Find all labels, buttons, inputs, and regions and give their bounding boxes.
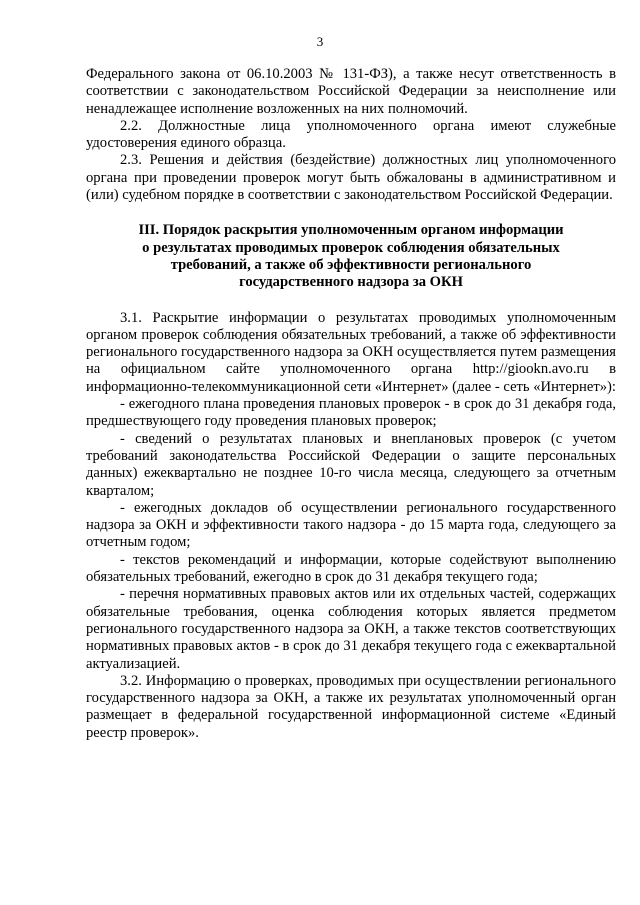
heading-line: о результатах проводимых проверок соблюдения обязательных bbox=[142, 239, 560, 256]
paragraph-continuation: Федерального закона от 06.10.2003 № 131-ФЗ), а также несут ответственность в соответствии с законодательством Российской Федерации за неисполнение или ненадлежащее исполнение возложенных на них полномочий. bbox=[86, 66, 616, 117]
list-item: - ежегодного плана проведения плановых проверок - в срок до 31 декабря года, предшествующего году проведения плановых проверок; bbox=[86, 396, 616, 430]
heading-line: требований, а также об эффективности регионального bbox=[170, 256, 532, 273]
list-item: - ежегодных докладов об осуществлении регионального государственного надзора за ОКН и эффективности такого надзора - до 15 марта года, следующего за отчетным годом; bbox=[86, 499, 616, 551]
paragraph-2-3: 2.3. Решения и действия (бездействие) должностных лиц уполномоченного органа при проведении проверок могут быть обжалованы в административном и (или) судебном порядке в соответствии с законодательством Российской Федерации. bbox=[86, 152, 616, 204]
section-heading bbox=[86, 222, 616, 291]
list-item: - текстов рекомендаций и информации, которые содействуют выполнению обязательных требований, ежегодно в срок до 31 декабря текущего года; bbox=[86, 551, 616, 586]
list-item: - перечня нормативных правовых актов или их отдельных частей, содержащих обязательные требования, оценка соблюдения которых является предметом регионального государственного надзора за ОКН, а также текстов соответствующих нормативных правовых актов - в срок до 31 декабря текущего года с ежеквартальной актуализацией. bbox=[86, 586, 616, 672]
paragraph-3-2: 3.2. Информацию о проверках, проводимых при осуществлении регионального государственного надзора за ОКН, а также их результатах уполномоченный орган размещает в федеральной государственной информационной системе «Единый реестр проверок». bbox=[86, 672, 616, 741]
heading-line: III. Порядок раскрытия уполномоченным органом информации bbox=[138, 222, 564, 239]
heading-line: государственного надзора за ОКН bbox=[239, 274, 463, 291]
document-body bbox=[86, 66, 616, 742]
paragraph-2-2: 2.2. Должностные лица уполномоченного органа имеют служебные удостоверения единого образца. bbox=[86, 117, 616, 152]
list-item: - сведений о результатах плановых и внеплановых проверок (с учетом требований законодательства Российской Федерации о защите персональных данных) ежеквартально не позднее 10-го числа месяца, следующего за отчетным кварталом; bbox=[86, 430, 616, 499]
paragraph-3-1: 3.1. Раскрытие информации о результатах проводимых уполномоченным органом проверок соблюдения обязательных требований, а также об эффективности регионального государственного надзора за ОКН осуществляется путем размещения на официальном сайте уполномоченного органа http://giookn.avo.ru в информационно-телекоммуникационной сети «Интернет» (далее - сеть «Интернет»): bbox=[86, 309, 616, 395]
page-number: 3 bbox=[316, 34, 324, 49]
